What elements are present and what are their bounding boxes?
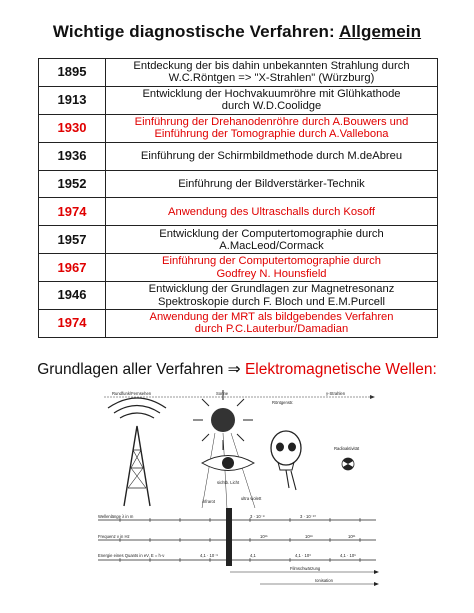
- arrow-head-icon: [370, 395, 375, 399]
- arrow-head-icon: [374, 570, 379, 574]
- timeline-description: [106, 170, 438, 198]
- scale-en-1: 4,1 · 10⁻⁶: [200, 553, 219, 558]
- timeline-year: 1957: [39, 226, 106, 254]
- label-filmschwaerzung: Filmschwärzung: [290, 566, 321, 571]
- scale-fq-3: 10²¹: [348, 534, 356, 539]
- timeline-description-line: Entwicklung der Computertomographie durch: [159, 227, 384, 240]
- arrow-icon: ⇒: [227, 361, 241, 378]
- em-spectrum-drawing: [90, 388, 384, 603]
- em-spectrum-figure: [90, 388, 384, 603]
- timeline-body: [39, 59, 438, 338]
- timeline-year: 1967: [39, 254, 106, 282]
- timeline-description-line: A.MacLeod/Cormack: [219, 239, 324, 252]
- scale-wl-1: 3 · 10⁻⁸: [250, 514, 265, 519]
- timeline-description-line: Einführung der Bildverstärker-Technik: [178, 177, 365, 190]
- scale-en-2: 4,1: [250, 553, 256, 558]
- timeline-year: 1936: [39, 142, 106, 170]
- timeline-description-line: Einführung der Drehanodenröhre durch A.Bouwers und: [134, 116, 409, 129]
- scale-en-4: 4,1 · 10⁶: [340, 553, 356, 558]
- timeline-description: [106, 282, 438, 310]
- visible-band: [226, 508, 232, 566]
- timeline-description: [106, 226, 438, 254]
- timeline-description-line: W.C.Röntgen => "X-Strahlen" (Würzburg): [168, 72, 375, 85]
- timeline-row: [39, 59, 438, 87]
- timeline-row: [39, 254, 438, 282]
- title-text: Wichtige diagnostische Verfahren:: [52, 22, 339, 41]
- scale-fq-1: 10¹⁵: [260, 534, 268, 539]
- timeline-table: [38, 58, 438, 338]
- subtitle-text: Grundlagen aller Verfahren: [37, 361, 228, 378]
- timeline-year: 1946: [39, 282, 106, 310]
- scale-wl-2: 3 · 10⁻¹⁰: [300, 514, 316, 519]
- scale-en-3: 4,1 · 10³: [295, 553, 311, 558]
- label-gamma: γ-Strahlen: [326, 391, 346, 396]
- label-licht: sichtb. Licht: [217, 480, 240, 485]
- label-wellenlaenge: Wellenlänge λ in m: [98, 514, 134, 519]
- timeline-year: 1913: [39, 86, 106, 114]
- timeline-description-line: Entdeckung der bis dahin unbekannten Strahlung durch: [133, 60, 410, 73]
- timeline-year: 1974: [39, 310, 106, 338]
- timeline-description-line: Entwicklung der Grundlagen zur Magnetresonanz: [148, 283, 395, 296]
- timeline-row: [39, 198, 438, 226]
- label-sonne: Sonne: [216, 391, 229, 396]
- timeline-description: [106, 198, 438, 226]
- timeline-year: 1974: [39, 198, 106, 226]
- radio-tower-icon: [108, 398, 166, 506]
- timeline-description-line: Entwicklung der Hochvakuumröhre mit Glühkathode: [142, 88, 401, 101]
- label-ultraviolett: ultra violett: [241, 496, 262, 501]
- sun-icon: [193, 390, 253, 450]
- timeline-year: 1952: [39, 170, 106, 198]
- skull-icon: [271, 431, 301, 490]
- timeline-description-line: Einführung der Tomographie durch A.Vallebona: [154, 128, 389, 141]
- timeline-description: [106, 86, 438, 114]
- timeline-description: [106, 254, 438, 282]
- timeline-description-line: Spektroskopie durch F. Bloch und E.M.Purcell: [158, 295, 385, 308]
- timeline-row: [39, 170, 438, 198]
- timeline-description: [106, 114, 438, 142]
- eye-icon: [202, 456, 254, 471]
- timeline-description-line: durch P.C.Lauterbur/Damadian: [194, 323, 349, 336]
- label-roentgen: Röntgenstr.: [272, 400, 294, 405]
- page-title: [0, 22, 474, 42]
- timeline-year: 1895: [39, 59, 106, 87]
- label-rundfunk: Rundfunk/Fernsehen: [112, 391, 152, 396]
- timeline-year: 1930: [39, 114, 106, 142]
- label-frequenz: Frequenz ν in Hz: [98, 534, 130, 539]
- timeline-description-line: Einführung der Computertomographie durch: [162, 255, 381, 268]
- label-energie: Energie eines Quants in eV, E = h·ν: [98, 553, 165, 558]
- timeline-row: [39, 226, 438, 254]
- subtitle-emphasis: Elektromagnetische Wellen:: [240, 361, 437, 378]
- timeline-row: [39, 282, 438, 310]
- timeline-row: [39, 86, 438, 114]
- label-ionisation: Ionisation: [315, 578, 333, 583]
- timeline-description-line: durch W.D.Coolidge: [221, 100, 322, 113]
- label-radioaktiv: Radioaktivität: [334, 446, 360, 451]
- title-emphasis: Allgemein: [338, 22, 422, 41]
- scale-fq-2: 10¹⁸: [305, 534, 313, 539]
- arrow-head-icon: [374, 582, 379, 586]
- timeline-description-line: Anwendung des Ultraschalls durch Kosoff: [168, 205, 375, 218]
- radioactivity-icon: [342, 458, 354, 470]
- section-subtitle: [0, 360, 474, 379]
- timeline-description: [106, 142, 438, 170]
- timeline-row: [39, 310, 438, 338]
- timeline-description-line: Anwendung der MRT als bildgebendes Verfahren: [149, 311, 394, 324]
- label-infrarot: infrarot: [202, 499, 216, 504]
- timeline-description-line: Godfrey N. Hounsfield: [216, 267, 327, 280]
- timeline-row: [39, 114, 438, 142]
- timeline-description: [106, 59, 438, 87]
- timeline-description-line: Einführung der Schirmbildmethode durch M.deAbreu: [140, 150, 403, 163]
- timeline-description: [106, 310, 438, 338]
- timeline-row: [39, 142, 438, 170]
